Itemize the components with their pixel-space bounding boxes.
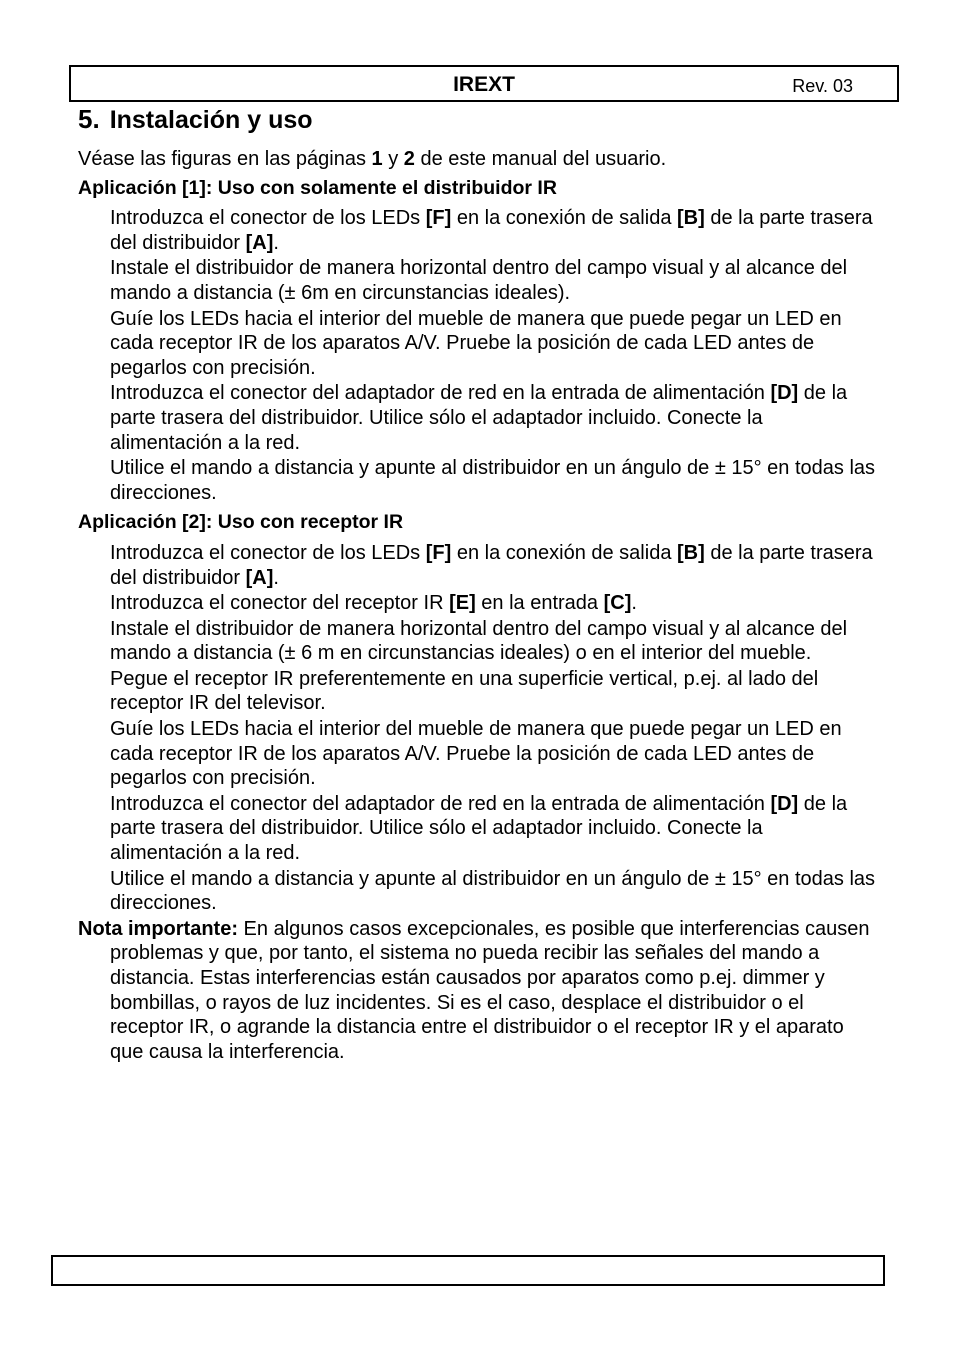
app2-step: Utilice el mando a distancia y apunte al distribuidor en un ángulo de ± 15° en todas las direcciones. xyxy=(110,867,876,915)
app2-step: Guíe los LEDs hacia el interior del mueble de manera que puede pegar un LED en cada receptor IR de los aparatos A/V. Pruebe la posición de cada LED antes de pegarlos con precisión. xyxy=(110,718,842,790)
intro-text: y xyxy=(382,148,404,170)
step-text: . xyxy=(631,592,637,615)
component-ref: [F] xyxy=(425,207,452,230)
step-text: Introduzca el conector del adaptador de red en la entrada de alimentación xyxy=(110,382,771,405)
app1-step xyxy=(78,206,878,255)
component-ref: [D] xyxy=(770,382,799,405)
intro-paragraph xyxy=(78,147,878,172)
note-text: En algunos casos excepcionales, es posible que interferencias causen problemas y que, por tanto, el sistema no pueda recibir las señales del mando a distancia. Estas interferencias están causados por aparatos como p.ej. dimmer y bombillas, o rayos de luz incidentes. Si es el caso, desplace el distribuidor o el receptor IR, o agrande la distancia entre el distribuidor o el receptor IR y el aparato que causa la interferencia. xyxy=(110,917,870,1063)
intro-text: de este manual del usuario. xyxy=(414,148,667,170)
app2-step xyxy=(78,591,878,616)
step-text: de la parte trasera del distribuidor. Utilice sólo el adaptador incluido. Conecte la alimentación a la red. xyxy=(110,382,848,454)
application-2-heading: Aplicación [2]: Uso con receptor IR xyxy=(78,511,404,534)
intro-text: Véase las figuras en las páginas xyxy=(78,148,372,170)
page-header xyxy=(69,65,899,102)
figure-ref: 1 xyxy=(371,148,383,170)
component-ref: [A] xyxy=(245,231,274,254)
app1-step: Guíe los LEDs hacia el interior del mueble de manera que puede pegar un LED en cada receptor IR de los aparatos A/V. Pruebe la posición de cada LED antes de pegarlos con precisión. xyxy=(110,307,842,379)
app1-step xyxy=(78,381,878,455)
step-text: Introduzca el conector de los LEDs xyxy=(110,541,426,564)
page-footer xyxy=(51,1255,885,1286)
section-title: Instalación y uso xyxy=(109,106,313,134)
component-ref: [D] xyxy=(770,792,799,815)
step-text: . xyxy=(273,231,279,254)
note-label: Nota importante: xyxy=(78,917,238,940)
app2-step xyxy=(78,792,878,866)
document-title: IREXT xyxy=(453,73,515,96)
main-content xyxy=(78,147,878,1064)
component-ref: [B] xyxy=(677,207,705,230)
step-text: . xyxy=(273,566,279,589)
step-text: de la parte trasera del distribuidor. Utilice sólo el adaptador incluido. Conecte la alimentación a la red. xyxy=(110,792,848,865)
component-ref: [F] xyxy=(425,541,452,564)
step-text: en la entrada xyxy=(475,592,604,615)
step-text: Introduzca el conector del receptor IR xyxy=(110,592,450,615)
step-text: en la conexión de salida xyxy=(451,541,677,564)
section-number: 5. xyxy=(78,104,100,134)
step-text: en la conexión de salida xyxy=(451,207,677,230)
step-text: Introduzca el conector del adaptador de red en la entrada de alimentación xyxy=(110,792,771,815)
component-ref: [B] xyxy=(677,541,705,564)
component-ref: [A] xyxy=(245,566,274,589)
important-note xyxy=(78,917,878,1065)
app1-step: Utilice el mando a distancia y apunte al distribuidor en un ángulo de ± 15° en todas las direcciones. xyxy=(110,457,876,504)
step-text: de la parte trasera del distribuidor xyxy=(110,541,873,589)
app2-step xyxy=(78,541,878,590)
app2-step: Instale el distribuidor de manera horizontal dentro del campo visual y al alcance del mando a distancia (± 6 m en circunstancias ideales) o en el interior del mueble. xyxy=(110,617,848,665)
figure-ref: 2 xyxy=(403,148,415,170)
step-text: de la parte trasera del distribuidor xyxy=(110,207,873,254)
app2-step: Pegue el receptor IR preferentemente en una superficie vertical, p.ej. al lado del receptor IR del televisor. xyxy=(110,667,819,715)
section-heading xyxy=(78,104,313,135)
application-1-heading: Aplicación [1]: Uso con solamente el distribuidor IR xyxy=(78,176,557,199)
component-ref: [C] xyxy=(603,592,632,615)
app1-step: Instale el distribuidor de manera horizontal dentro del campo visual y al alcance del mando a distancia (± 6m en circunstancias ideales). xyxy=(110,257,848,304)
revision-label: Rev. 03 xyxy=(792,76,853,96)
component-ref: [E] xyxy=(449,592,476,615)
step-text: Introduzca el conector de los LEDs xyxy=(110,207,426,230)
